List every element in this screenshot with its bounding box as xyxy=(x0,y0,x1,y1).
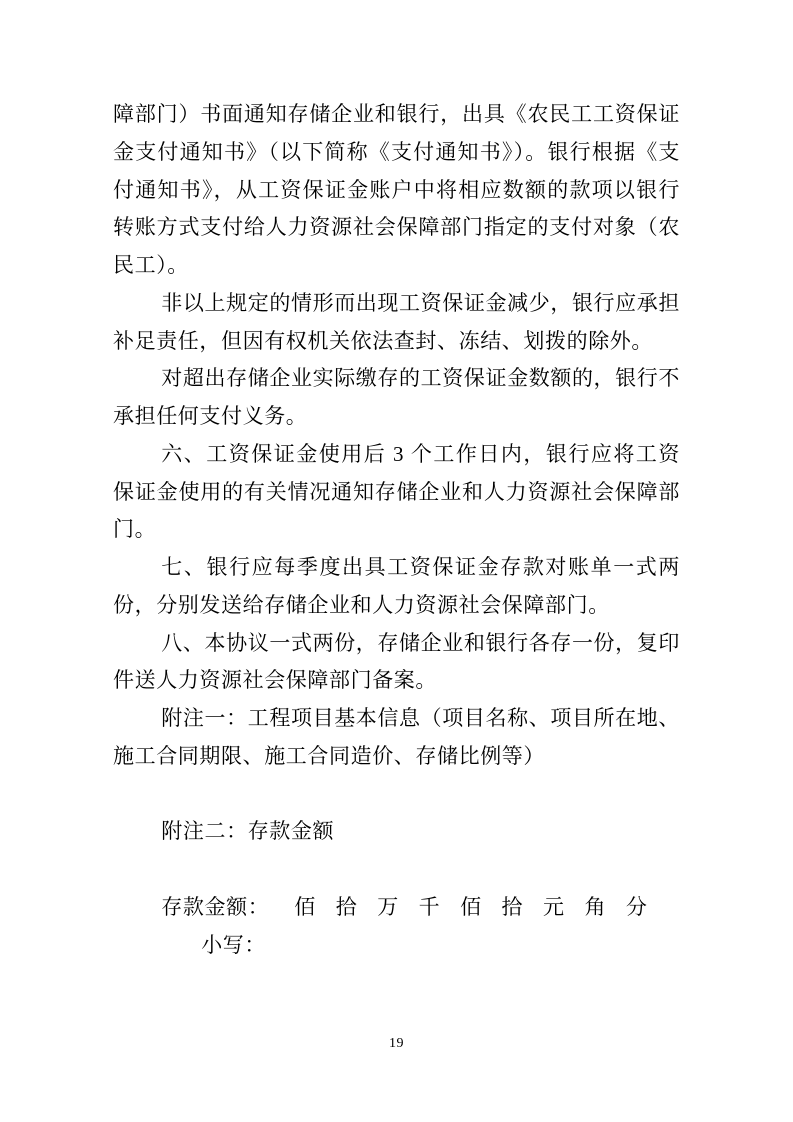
paragraph-clause-eight: 八、本协议一式两份，存储企业和银行各存一份，复印件送人力资源社会保障部门备案。 xyxy=(113,630,680,693)
paragraph-note-one: 附注一：工程项目基本信息（项目名称、项目所在地、施工合同期限、施工合同造价、存储比例等） xyxy=(113,706,680,768)
deposit-amount-label: 存款金额： xyxy=(161,894,270,919)
deposit-amount-lowercase-label: 小写： xyxy=(201,932,266,957)
paragraph-excess-amount: 对超出存储企业实际缴存的工资保证金数额的，银行不承担任何支付义务。 xyxy=(113,366,680,428)
deposit-amount-unit-scale: 佰 拾 万 千 佰 拾 元 角 分 xyxy=(294,894,648,919)
page-footer xyxy=(0,1036,793,1052)
document-body xyxy=(113,96,680,964)
paragraph-continuation: 障部门）书面通知存储企业和银行，出具《农民工工资保证金支付通知书》（以下简称《支付通知书》）。银行根据《支付通知书》，从工资保证金账户中将相应数额的款项以银行转账方式支付给人力资源社会保障部门指定的支付对象（农民工）。 xyxy=(113,102,680,277)
page-number: 19 xyxy=(389,1036,404,1051)
paragraph-clause-seven: 七、银行应每季度出具工资保证金存款对账单一式两份，分别发送给存储企业和人力资源社会保障部门。 xyxy=(113,555,680,617)
paragraph-bank-liability: 非以上规定的情形而出现工资保证金减少，银行应承担补足责任，但因有权机关依法查封、冻结、划拨的除外。 xyxy=(113,290,680,353)
paragraph-clause-six: 六、工资保证金使用后 3 个工作日内，银行应将工资保证金使用的有关情况通知存储企业和人力资源社会保障部门。 xyxy=(113,441,680,542)
deposit-amount-row xyxy=(113,889,680,927)
paragraph-note-two: 附注二：存款金额 xyxy=(161,819,335,844)
